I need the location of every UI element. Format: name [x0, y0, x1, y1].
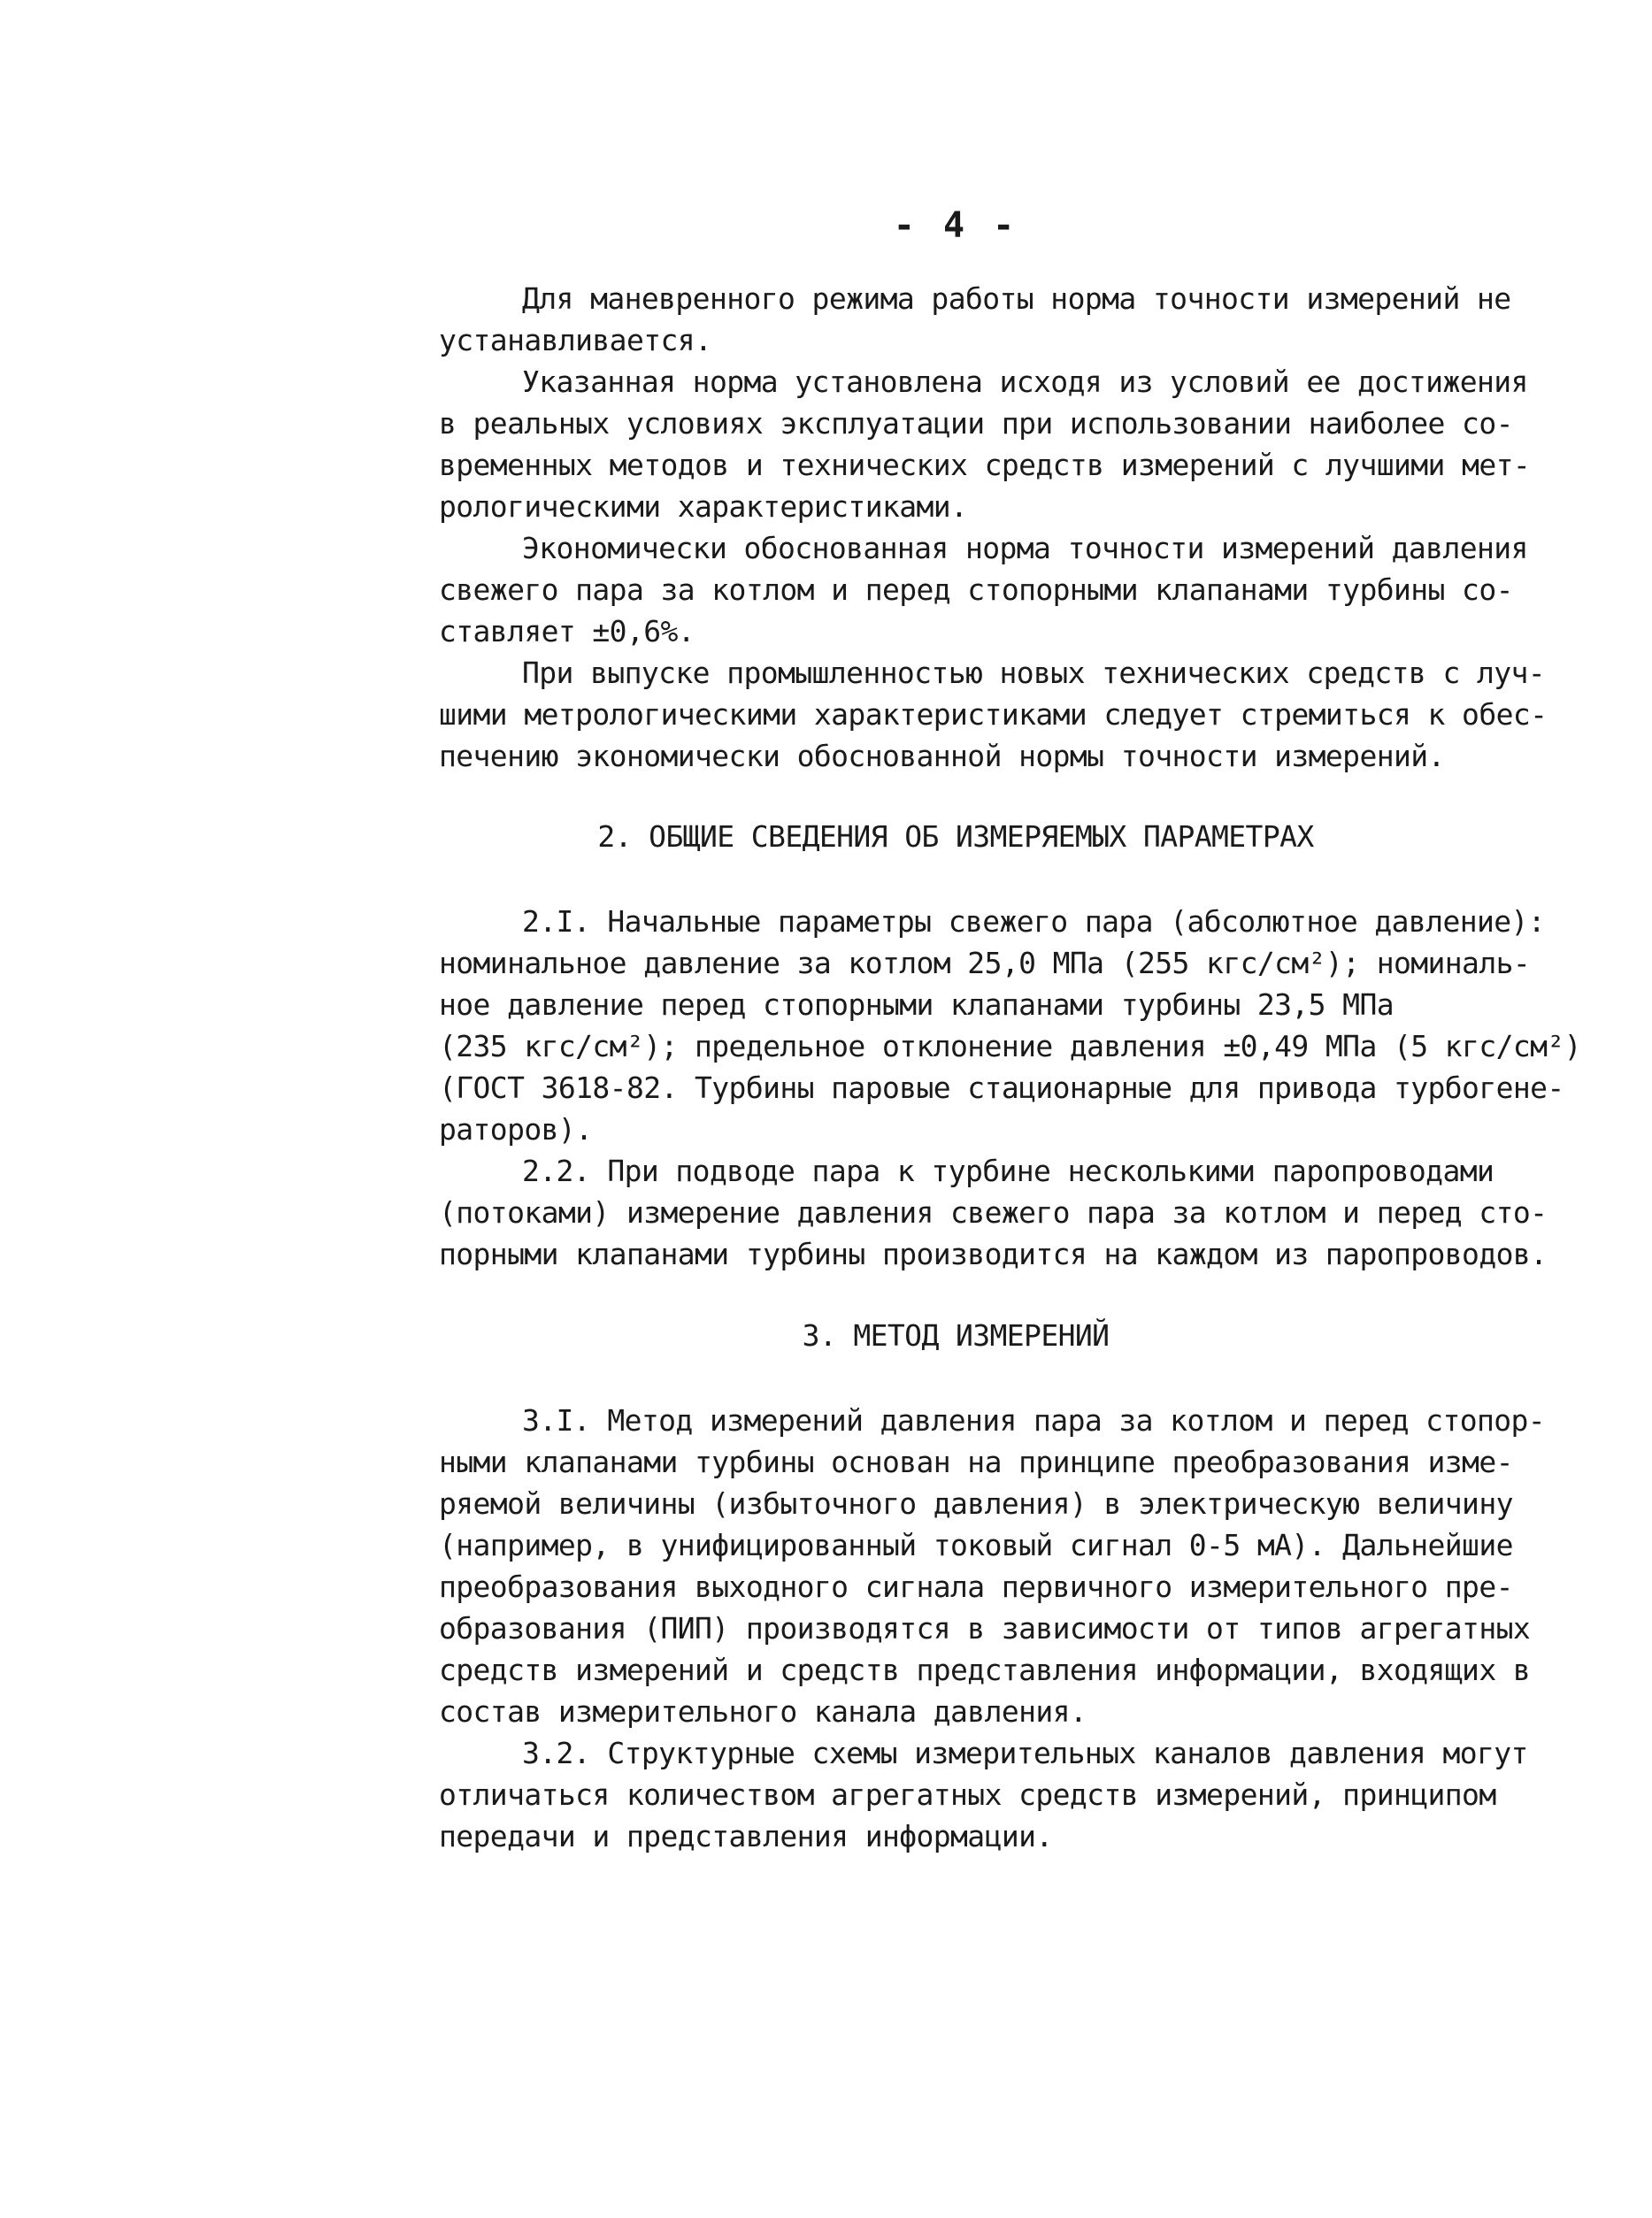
text-line: ное давление перед стопорными клапанами турбины 23,5 МПа — [439, 987, 1394, 1022]
text-line: (потоками) измерение давления свежего пара за котлом и перед сто- — [439, 1195, 1548, 1230]
text-line: средств измерений и средств представления информации, входящих в — [439, 1653, 1531, 1687]
text-line: 2.I. Начальные параметры свежего пара (абсолютное давление): — [522, 904, 1546, 939]
text-line: 3.2. Структурные схемы измерительных каналов давления могут — [522, 1736, 1528, 1770]
text-line: раторов). — [439, 1112, 593, 1147]
text-line: образования (ПИП) производятся в зависимости от типов агрегатных — [439, 1611, 1531, 1646]
text-line: передачи и представления информации. — [439, 1819, 1053, 1853]
text-line: ными клапанами турбины основан на принципе преобразования изме- — [439, 1445, 1513, 1479]
text-line: печению экономически обоснованной нормы точности измерений. — [439, 739, 1445, 773]
text-line: (ГОСТ 3618-82. Турбины паровые стационарные для привода турбогене- — [439, 1071, 1564, 1105]
section-2-heading: 2. ОБЩИЕ СВЕДЕНИЯ ОБ ИЗМЕРЯЕМЫХ ПАРАМЕТРАХ — [597, 819, 1314, 854]
text-line: (235 кгс/см²); предельное отклонение давления ±0,49 МПа (5 кгс/см²) — [439, 1029, 1581, 1063]
text-line: Экономически обоснованная норма точности измерений давления — [522, 531, 1528, 565]
text-line: порными клапанами турбины производится на каждом из паропроводов. — [439, 1237, 1548, 1271]
text-line: ряемой величины (избыточного давления) в электрическую величину — [439, 1486, 1513, 1521]
text-line: При выпуске промышленностью новых технических средств с луч- — [522, 656, 1546, 690]
section-2-paragraphs — [439, 901, 1589, 1275]
text-line: отличаться количеством агрегатных средств измерений, принципом — [439, 1777, 1496, 1812]
text-line: номинальное давление за котлом 25,0 МПа (255 кгс/см²); номиналь- — [439, 946, 1531, 980]
text-line: ставляет ±0,6%. — [439, 614, 695, 649]
text-line: шими метрологическими характеристиками следует стремиться к обес- — [439, 697, 1548, 732]
text-line: состав измерительного канала давления. — [439, 1694, 1087, 1729]
text-line: преобразования выходного сигнала первичного измерительного пре- — [439, 1569, 1513, 1604]
text-line: Указанная норма установлена исходя из условий ее достижения — [522, 365, 1528, 399]
text-line: в реальных условиях эксплуатации при использовании наиболее со- — [439, 406, 1513, 441]
section-3-heading: 3. МЕТОД ИЗМЕРЕНИЙ — [802, 1318, 1110, 1353]
text-line: 3.I. Метод измерений давления пара за котлом и перед стопор- — [522, 1403, 1546, 1438]
section-3-paragraphs — [439, 1400, 1589, 1857]
intro-paragraphs — [439, 278, 1589, 777]
text-line: (например, в унифицированный токовый сигнал 0-5 мА). Дальнейшие — [439, 1528, 1513, 1562]
page-number: - 4 - — [893, 205, 1018, 246]
text-line: 2.2. При подводе пара к турбине несколькими паропроводами — [522, 1154, 1494, 1188]
text-line: рологическими характеристиками. — [439, 489, 968, 524]
text-line: Для маневренного режима работы норма точности измерений не — [522, 281, 1511, 316]
text-line: устанавливается. — [439, 323, 712, 357]
text-line: свежего пара за котлом и перед стопорными клапанами турбины со- — [439, 572, 1513, 607]
text-line: временных методов и технических средств измерений с лучшими мет- — [439, 448, 1531, 482]
